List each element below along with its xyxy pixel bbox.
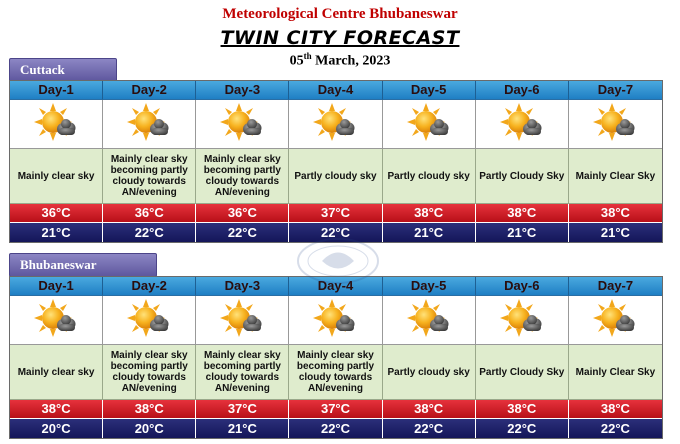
day-label: Day-7: [569, 81, 662, 100]
weather-icon-cell: [10, 296, 103, 345]
day-label: Day-4: [289, 277, 382, 296]
max-temp: 38°C: [476, 204, 569, 223]
weather-icon-cell: [103, 296, 196, 345]
sun-cloud-icon: [406, 298, 452, 342]
min-temp: 21°C: [476, 223, 569, 242]
date-day: 05: [289, 53, 304, 69]
condition-text: Mainly clear sky becoming partly cloudy towards AN/evening: [103, 345, 196, 400]
day-label: Day-1: [10, 81, 103, 100]
day-column-1: [10, 277, 103, 438]
condition-text: Mainly clear sky becoming partly cloudy towards AN/evening: [196, 149, 289, 204]
sun-cloud-icon: [33, 298, 79, 342]
sun-cloud-icon: [499, 298, 545, 342]
sun-cloud-icon: [406, 102, 452, 146]
min-temp: 22°C: [289, 419, 382, 438]
min-temp: 20°C: [10, 419, 103, 438]
min-temp: 21°C: [569, 223, 662, 242]
day-label: Day-2: [103, 81, 196, 100]
day-label: Day-5: [383, 81, 476, 100]
condition-text: Partly Cloudy Sky: [476, 149, 569, 204]
condition-text: Partly cloudy sky: [289, 149, 382, 204]
weather-icon-cell: [476, 100, 569, 149]
max-temp: 37°C: [196, 400, 289, 419]
org-name: Meteorological Centre Bhubaneswar: [222, 6, 458, 22]
sun-cloud-icon: [592, 298, 638, 342]
day-column-2: [103, 277, 196, 438]
max-temp: 38°C: [383, 204, 476, 223]
sun-cloud-icon: [126, 298, 172, 342]
min-temp: 21°C: [383, 223, 476, 242]
sun-cloud-icon: [312, 102, 358, 146]
weather-icon-cell: [10, 100, 103, 149]
max-temp: 38°C: [383, 400, 476, 419]
min-temp: 20°C: [103, 419, 196, 438]
city-name: Cuttack: [20, 62, 65, 77]
day-column-4: [289, 277, 382, 438]
min-temp: 22°C: [569, 419, 662, 438]
sun-cloud-icon: [592, 102, 638, 146]
max-temp: 36°C: [196, 204, 289, 223]
condition-text: Mainly Clear Sky: [569, 345, 662, 400]
day-column-2: [103, 81, 196, 242]
page-title-text: TWIN CITY FORECAST: [220, 27, 460, 49]
day-label: Day-7: [569, 277, 662, 296]
sun-cloud-icon: [499, 102, 545, 146]
day-label: Day-5: [383, 277, 476, 296]
max-temp: 38°C: [569, 204, 662, 223]
forecast-grid-cuttack: [9, 80, 663, 243]
condition-text: Mainly Clear Sky: [569, 149, 662, 204]
weather-icon-cell: [383, 296, 476, 345]
city-name: Bhubaneswar: [20, 257, 97, 272]
weather-icon-cell: [476, 296, 569, 345]
day-column-3: [196, 277, 289, 438]
condition-text: Partly Cloudy Sky: [476, 345, 569, 400]
min-temp: 21°C: [10, 223, 103, 242]
sun-cloud-icon: [219, 298, 265, 342]
page-title: [0, 27, 680, 49]
city-tab-bhubaneswar: [9, 253, 157, 277]
sun-cloud-icon: [312, 298, 358, 342]
weather-icon-cell: [569, 296, 662, 345]
weather-icon-cell: [569, 100, 662, 149]
condition-text: Partly cloudy sky: [383, 149, 476, 204]
day-label: Day-6: [476, 81, 569, 100]
sun-cloud-icon: [33, 102, 79, 146]
weather-icon-cell: [196, 100, 289, 149]
max-temp: 38°C: [569, 400, 662, 419]
condition-text: Mainly clear sky becoming partly cloudy towards AN/evening: [103, 149, 196, 204]
day-column-5: [383, 81, 476, 242]
date-rest: March, 2023: [311, 53, 391, 69]
day-column-1: [10, 81, 103, 242]
max-temp: 37°C: [289, 400, 382, 419]
day-label: Day-2: [103, 277, 196, 296]
forecast-grid-bhubaneswar: [9, 276, 663, 439]
min-temp: 22°C: [103, 223, 196, 242]
day-column-6: [476, 277, 569, 438]
weather-icon-cell: [383, 100, 476, 149]
min-temp: 22°C: [289, 223, 382, 242]
max-temp: 36°C: [103, 204, 196, 223]
day-column-7: [569, 277, 662, 438]
weather-icon-cell: [196, 296, 289, 345]
day-label: Day-4: [289, 81, 382, 100]
day-label: Day-3: [196, 81, 289, 100]
city-tab-cuttack: [9, 58, 117, 82]
condition-text: Mainly clear sky: [10, 345, 103, 400]
condition-text: Mainly clear sky becoming partly cloudy towards AN/evening: [196, 345, 289, 400]
day-column-7: [569, 81, 662, 242]
imd-emblem-watermark: [292, 236, 384, 286]
condition-text: Mainly clear sky: [10, 149, 103, 204]
day-label: Day-3: [196, 277, 289, 296]
condition-text: Mainly clear sky becoming partly cloudy towards AN/evening: [289, 345, 382, 400]
day-label: Day-1: [10, 277, 103, 296]
sun-cloud-icon: [126, 102, 172, 146]
max-temp: 38°C: [10, 400, 103, 419]
sun-cloud-icon: [219, 102, 265, 146]
min-temp: 21°C: [196, 419, 289, 438]
max-temp: 38°C: [476, 400, 569, 419]
day-column-6: [476, 81, 569, 242]
day-column-4: [289, 81, 382, 242]
day-column-5: [383, 277, 476, 438]
weather-icon-cell: [289, 296, 382, 345]
weather-icon-cell: [103, 100, 196, 149]
day-column-3: [196, 81, 289, 242]
max-temp: 37°C: [289, 204, 382, 223]
min-temp: 22°C: [196, 223, 289, 242]
min-temp: 22°C: [383, 419, 476, 438]
min-temp: 22°C: [476, 419, 569, 438]
day-label: Day-6: [476, 277, 569, 296]
condition-text: Partly cloudy sky: [383, 345, 476, 400]
max-temp: 38°C: [103, 400, 196, 419]
date-suffix: th: [303, 51, 312, 61]
weather-icon-cell: [289, 100, 382, 149]
max-temp: 36°C: [10, 204, 103, 223]
